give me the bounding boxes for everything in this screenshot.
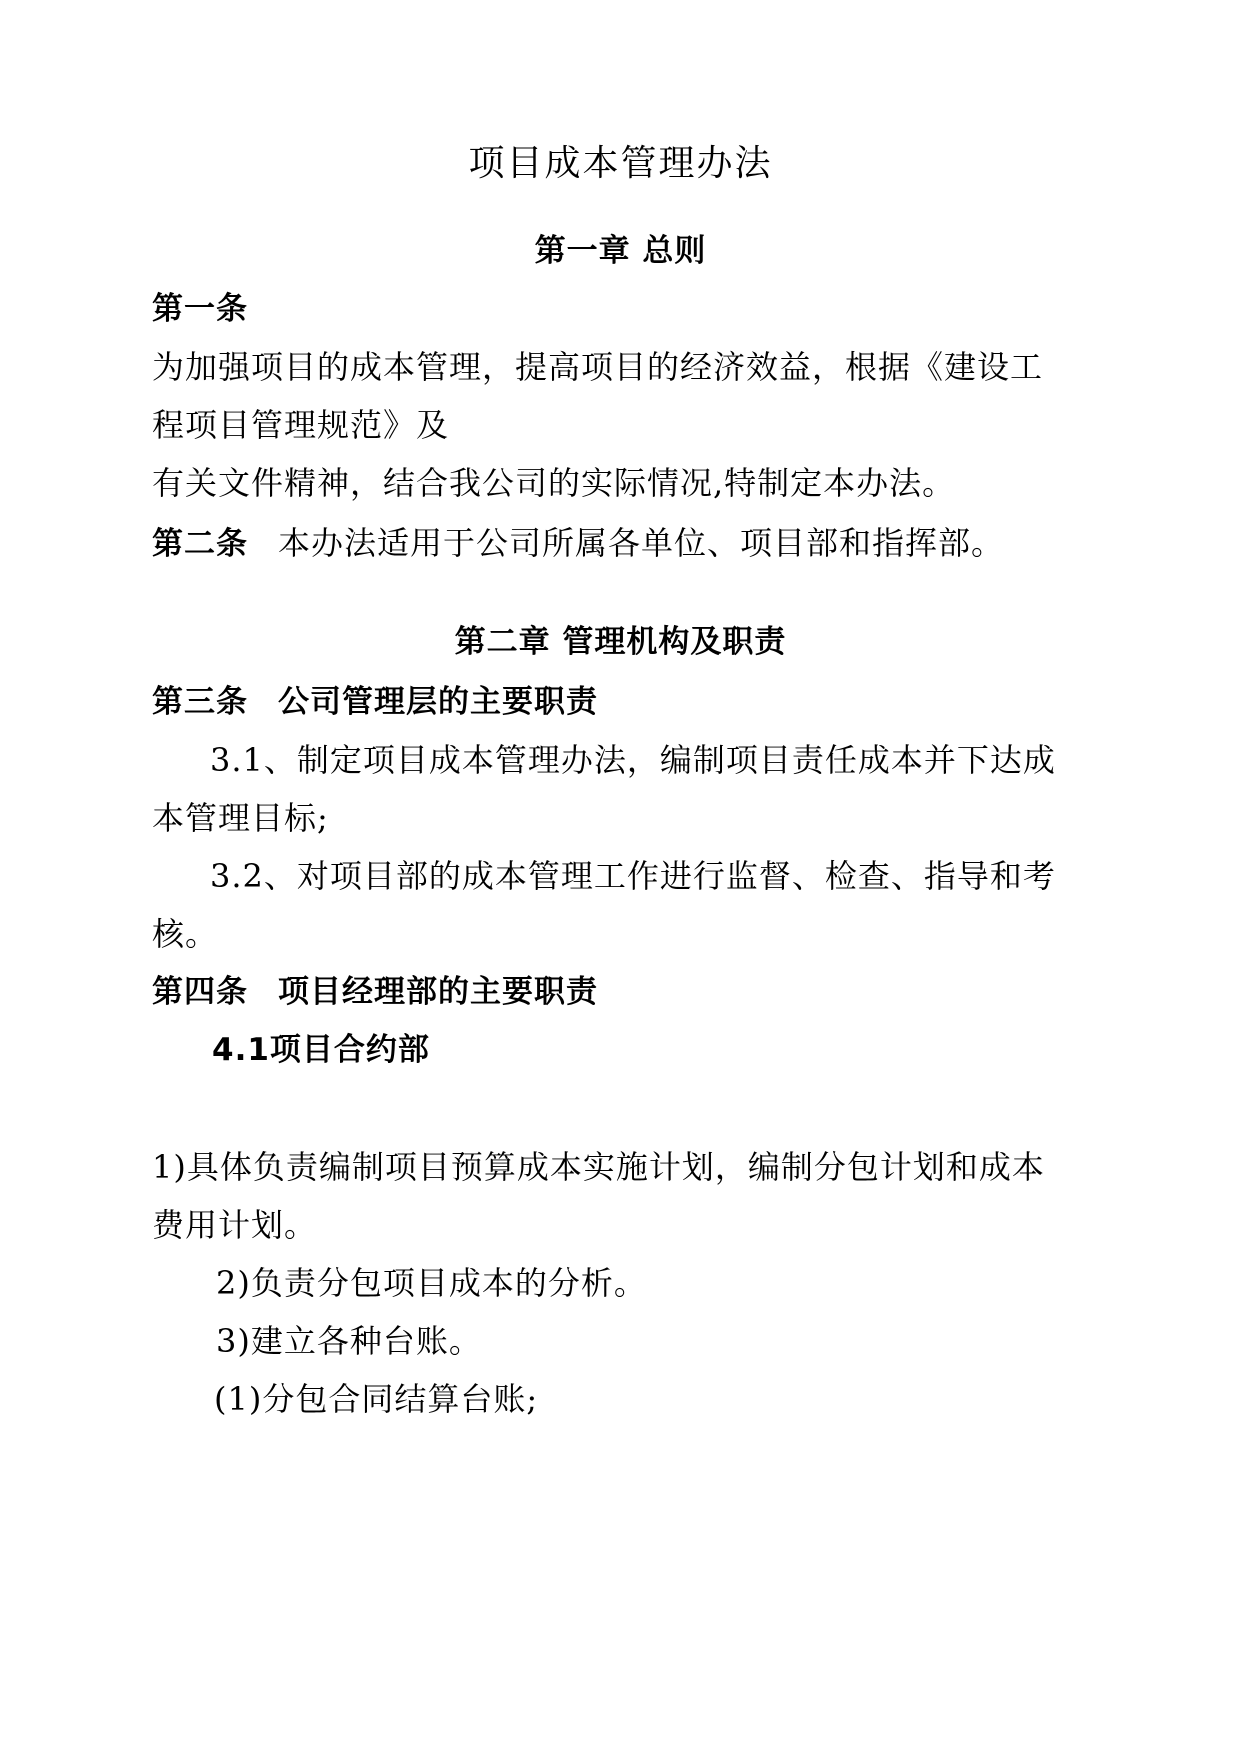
article-3-line: 核。 <box>152 915 219 953</box>
article-4-heading <box>152 972 598 1012</box>
article-4-label: 第四条 <box>152 974 248 1010</box>
article-3-line: 3.2、对项目部的成本管理工作进行监督、检查、指导和考 <box>210 857 1056 895</box>
article-4-line: 费用计划。 <box>152 1206 318 1244</box>
article-1-label: 第一条 <box>152 291 248 327</box>
article-4-line: (1)分包合同结算台账; <box>214 1380 539 1418</box>
article-1-line: 程项目管理规范》及 <box>152 406 450 444</box>
article-4-title: 项目经理部的主要职责 <box>278 974 598 1010</box>
article-3-label: 第三条 <box>152 684 248 720</box>
article-2-text: 本办法适用于公司所属各单位、项目部和指挥部。 <box>278 524 1005 562</box>
article-2-paragraph <box>152 523 1004 564</box>
article-4-line: 3)建立各种台账。 <box>216 1322 482 1360</box>
article-3-line: 本管理目标; <box>152 799 329 837</box>
article-4-line: 2)负责分包项目成本的分析。 <box>216 1264 647 1302</box>
chapter-2-heading: 第二章 管理机构及职责 <box>454 624 787 660</box>
article-1-line: 为加强项目的成本管理，提高项目的经济效益，根据《建设工 <box>152 348 1044 386</box>
article-2-label: 第二条 <box>152 526 248 562</box>
article-3-line: 3.1、制定项目成本管理办法，编制项目责任成本并下达成 <box>210 741 1056 779</box>
chapter-1-heading: 第一章 总则 <box>534 233 707 269</box>
article-1-line: 有关文件精神，结合我公司的实际情况,特制定本办法。 <box>152 464 956 502</box>
article-3-heading <box>152 682 598 722</box>
article-3-title: 公司管理层的主要职责 <box>278 684 598 720</box>
article-4-line: 1)具体负责编制项目预算成本实施计划，编制分包计划和成本 <box>152 1148 1045 1186</box>
document-title: 项目成本管理办法 <box>468 143 773 184</box>
section-4-1-heading: 4.1项目合约部 <box>212 1032 430 1068</box>
